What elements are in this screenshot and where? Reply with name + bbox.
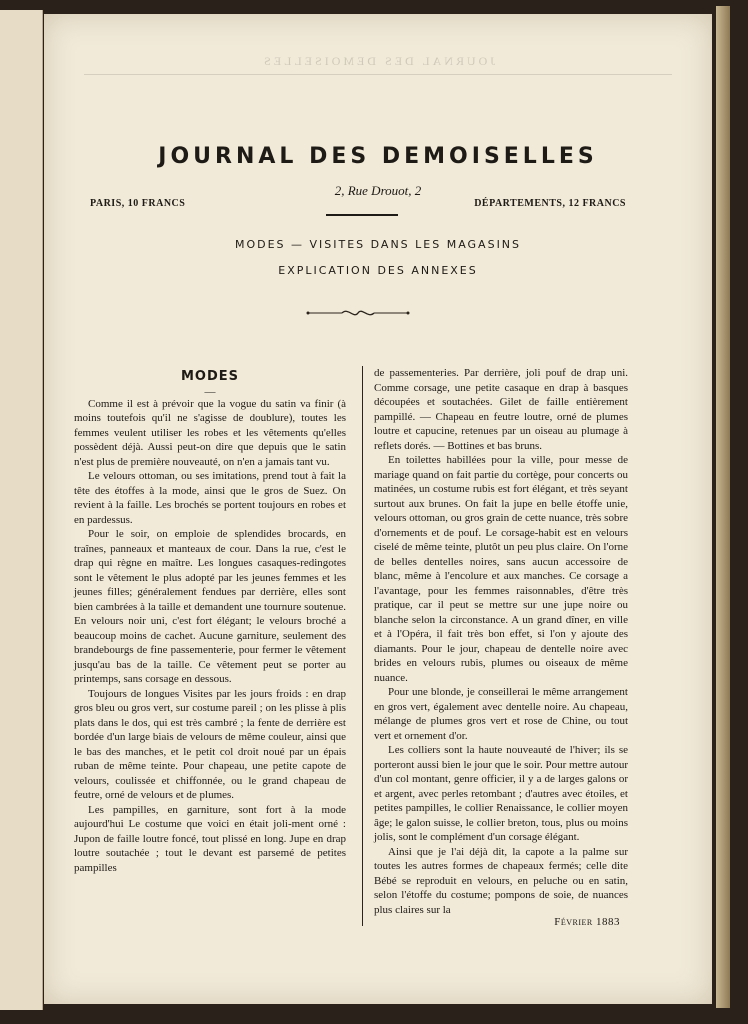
price-departements: DÉPARTEMENTS, 12 FRANCS xyxy=(474,198,626,209)
section-subtitle-annexes: EXPLICATION DES ANNEXES xyxy=(278,264,478,277)
bleed-through-header: JOURNAL DES DEMOISELLES xyxy=(261,54,495,68)
paragraph: Ainsi que je l'ai déjà dit, la capote a la palme sur toutes les autres formes de chapeaux fermés; celle dite Bébé se reproduit en velours, en peluche ou en satin, selon l'étoffe du costume; pompons de soie, de nuances plus claires sur la xyxy=(374,845,628,916)
price-paris: PARIS, 10 FRANCS xyxy=(90,198,186,209)
paragraph: En toilettes habillées pour la ville, pour messe de mariage quand on fait partie du cortège, pour concerts ou matinées, un costume rubis est fort élégant, et très seyant surtout aux brunes. On fait la jupe en belle étoffe unie, velours ottoman, ou gros grain de cette nuance, très sobre d'ornements et de pouf. Le corsage-habit est en velours ciselé de même teinte, plutôt un peu plus claire. On l'orne de belles dentelles noires, sans aucun accessoire de blanc, même à l'encolure et aux manches. Ce corsage a l'avantage, pour les femmes raisonnables, d'être très pratique, car il peut se mettre sur une jupe noire ou blanche selon la circonstance. A un grand dîner, en ville et à l'Opéra, il fait très bon effet, si l'on y ajoute des diamants. Pour le jour, chapeau de dentelle noire avec brides en velours rubis, plumes ou oiseaux de même nuance. xyxy=(374,454,628,684)
paragraph: Le velours ottoman, ou ses imitations, prend tout à fait la tête des étoffes à la mode, ainsi que le gros de Suez. On revient à la faille. Les brochés se portent toujours en robes et en pardessus. xyxy=(74,470,346,526)
paragraph: Les pampilles, en garniture, sont fort à la mode aujourd'hui Le costume que voici en était joli-ment orné : Jupon de faille loutre foncé, tout plissé en long. Jupe en drap loutre soutachée ; tout le devant est parsemé de petites pampilles xyxy=(74,803,346,874)
paragraph: Les colliers sont la haute nouveauté de l'hiver; ils se porteront aussi bien le jour que le soir. Pour mettre autour d'un col montant, genre officier, il y a de larges galons or et argent, avec perles retombant ; d'autres avec étoiles, et petites pampilles, le collier Renaissance, le collier moyen âge; le galon suisse, le collier breton, tous, plus ou moins jolis, sont le complément d'un corsage élégant. xyxy=(374,744,628,843)
column-heading: MODES xyxy=(180,369,240,384)
header-rule xyxy=(326,214,398,216)
paragraph: Pour une blonde, je conseillerai le même arrangement en gros vert, également avec dentelle noire. Au chapeau, mélange de plumes gros vert et rose de Chine, ou tout vert et ornement d'or. xyxy=(374,686,628,742)
heading-dash: — xyxy=(204,385,216,398)
issue-date: Février 1883 xyxy=(554,916,620,928)
left-column xyxy=(74,370,346,875)
paragraph: Toujours de longues Visites par les jours froids : en drap gros bleu ou gros vert, sur costume pareil ; on les plisse à plis plats dans le dos, qui est très cambré ; la fente de derrière est bordée d'un large biais de velours de même couleur, ainsi que le bas des manches, et le petit col droit noué par un épais ruban de même teinte. Pour chapeau, une petite capote de velours, coulissée et chiffonnée, ou le grand chapeau de feutre, orné de velours et de plumes. xyxy=(74,687,346,801)
column-divider xyxy=(362,366,363,926)
paragraph: Pour le soir, on emploie de splendides brocards, en traînes, panneaux et manteaux de cour. Dans la rue, c'est le drap qui règne en maître. Les longues casaques-redingotes sont le vêtement le plus adopté par les jeunes femmes et les jeunes filles; généralement fendues par derrière, elles sont bien cambrées à la taille et demandent une tournure soutenue. En velours noir uni, c'est fort élégant; le velours broché a beaucoup moins de cachet. Aucune garniture, seulement des brandebourgs de fine passementerie, pour fermer le vêtement jusqu'au bas de la taille. Ce vêtement peut se porter au printemps, sans corsage en dessous. xyxy=(74,528,346,685)
bleed-through-rule xyxy=(84,74,672,75)
journal-page xyxy=(44,14,712,1004)
book-spine-edge xyxy=(716,6,730,1008)
ornament-divider-icon xyxy=(306,307,410,319)
journal-title: JOURNAL DES DEMOISELLES xyxy=(158,144,598,169)
paragraph: de passementeries. Par derrière, joli pouf de drap uni. Comme corsage, une petite casaque en drap à basques découpées et soutachées. Gilet de faille entièrement pampillé. — Chapeau en feutre loutre, orné de plumes loutre et capucine, retenues par un oiseau au plumage à reflets dorés. — Bottines et bas bruns. xyxy=(374,367,628,452)
right-column xyxy=(374,366,628,917)
journal-address: 2, Rue Drouot, 2 xyxy=(334,183,422,198)
paragraph: Comme il est à prévoir que la vogue du satin va finir (à moins toutefois qu'il ne s'agisse de doublure), toutes les femmes veulent utiliser les robes et les vêtements qu'elles possèdent déjà. Aussi peut-on dire que depuis que le satin n'est plus de première nouveauté, on n'en a jamais tant vu. xyxy=(74,397,346,468)
adjacent-page-edge xyxy=(0,10,43,1010)
section-subtitle: MODES — VISITES DANS LES MAGASINS xyxy=(234,238,522,251)
